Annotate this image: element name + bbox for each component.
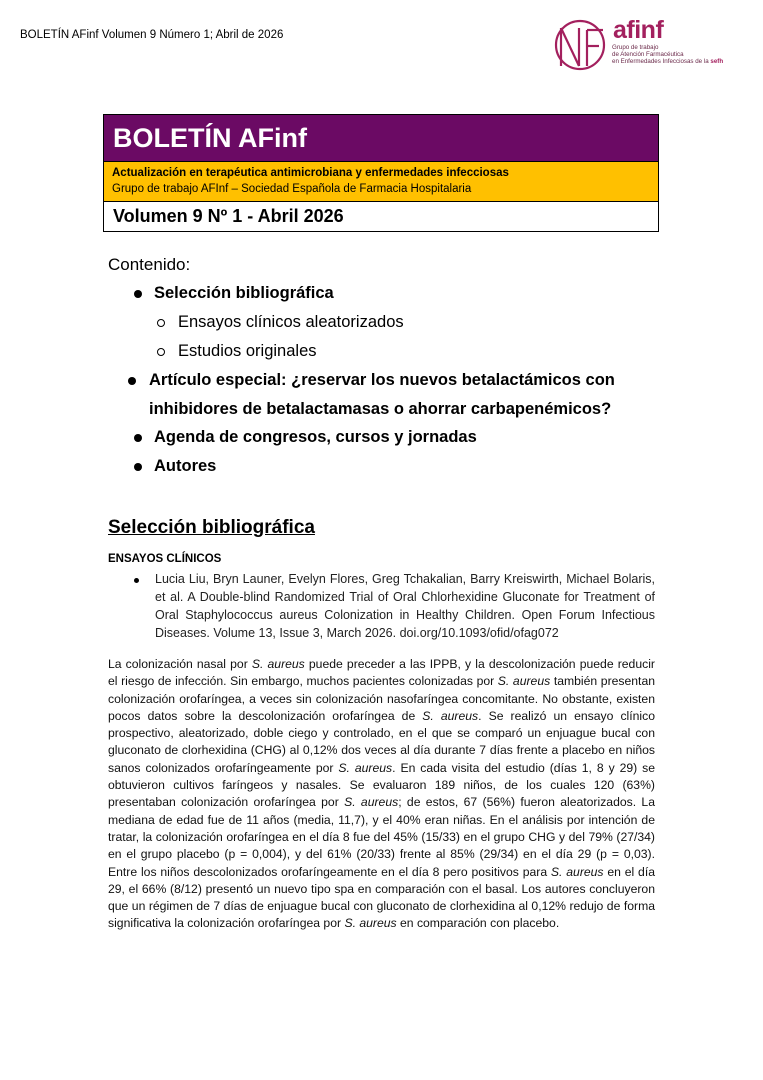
toc-item-estudios[interactable]: Estudios originales (178, 342, 317, 360)
abstract-text: La colonización nasal por (108, 657, 252, 671)
subtitle-group: Grupo de trabajo AFInf – Sociedad Española de Farmacia Hospitalaria (112, 183, 472, 195)
bullet-icon (134, 434, 142, 442)
toc-item-ensayos[interactable]: Ensayos clínicos aleatorizados (178, 313, 404, 331)
abstract-species: S. aureus (422, 708, 479, 723)
abstract-species: S. aureus (497, 674, 551, 689)
abstract-species: S. aureus (344, 795, 399, 810)
toc-item-seleccion[interactable]: Selección bibliográfica (154, 284, 334, 302)
afinf-logo (553, 18, 728, 73)
hollow-bullet-icon (157, 348, 165, 356)
bullet-icon (134, 578, 139, 583)
logo-tagline (612, 44, 723, 65)
hollow-bullet-icon (157, 319, 165, 327)
logo-brand: sefh (710, 58, 724, 65)
abstract-text: también presentan colonización orofaríngea, a veces sin colonización nasofaríngea concomitante. No obstante, existen pocos datos sobre la descolonización orofaríngea de (108, 674, 655, 723)
toc-item-articulo-especial-line2[interactable]: inhibidores de betalactamasas o ahorrar carbapenémicos? (149, 400, 612, 418)
logo-tagline-line2: de Atención Farmacéutica (612, 51, 684, 58)
abstract-species: S. aureus (251, 657, 305, 671)
contents-heading: Contenido: (108, 255, 191, 274)
abstract-text: en comparación con placebo. (396, 916, 560, 931)
toc-item-articulo-especial-line1[interactable]: Artículo especial: ¿reservar los nuevos betalactámicos con (149, 371, 615, 389)
logo-tagline-line3-text: en Enfermedades Infecciosas de la (612, 58, 709, 65)
abstract-species: S. aureus (550, 864, 604, 879)
logo-tagline-line1: Grupo de trabajo (612, 44, 659, 51)
bulletin-title-box (103, 114, 659, 232)
abstract-species: S. aureus (338, 760, 393, 775)
abstract-paragraph (108, 656, 655, 933)
afinf-logo-mark-icon (553, 18, 611, 73)
volume-label: Volumen 9 Nº 1 - Abril 2026 (104, 201, 658, 231)
bulletin-subtitle (104, 161, 658, 201)
bullet-icon (134, 290, 142, 298)
subtitle-topic: Actualización en terapéutica antimicrobiana y enfermedades infecciosas (112, 167, 509, 179)
reference-citation: Lucia Liu, Bryn Launer, Evelyn Flores, Greg Tchakalian, Barry Kreiswirth, Michael Bolaris, et al. A Double-blind Randomized Trial of Oral Chlorhexidine Gluconate for Treatment of Oral Staphylococcus aureus Colonization in Healthy Children. Open Forum Infectious Diseases. Volume 13, Issue 3, March 2026. doi.org/10.1093/ofid/ofag072 (155, 572, 655, 640)
section-heading: Selección bibliográfica (108, 517, 315, 538)
abstract-species: S. aureus (344, 916, 397, 931)
logo-tagline-line3 (612, 58, 723, 65)
abstract-text: puede preceder a las IPPB, y la descolonización puede reducir el riesgo de infección. Sin embargo, muchos pacientes colonizadas por (108, 657, 655, 689)
running-header: BOLETÍN AFinf Volumen 9 Número 1; Abril de 2026 (20, 29, 284, 41)
abstract-text: . Se realizó un ensayo clínico prospectivo, aleatorizado, doble ciego y controlado, en el que se comparó un enjuague bucal con gluconato de clorhexidina (CHG) al 0,12% dos veces al día durante 7 días frente a placebo en niños sanos colonizados orofaríngeamente por (108, 708, 655, 775)
bullet-icon (134, 463, 142, 471)
abstract-text: . En cada visita del estudio (días 1, 8 y 29) se obtuvieron cultivos faríngeos y nasales. Se evaluaron 189 niños, de los cuales 120 (63%) presentaban colonización orofaríngea por (108, 760, 655, 810)
abstract-text: en el día 29, el 66% (8/12) presentó un nuevo tipo spa en comparación con el basal. Los autores concluyeron que un régimen de 7 días de enjuague bucal con gluconato de clorhexidina al 0,12% redujo de forma significativa la colonización orofaríngea por (108, 864, 655, 931)
toc-item-agenda[interactable]: Agenda de congresos, cursos y jornadas (154, 428, 477, 446)
bullet-icon (128, 377, 136, 385)
logo-wordmark: afinf (613, 16, 664, 44)
subsection-heading: ENSAYOS CLÍNICOS (108, 553, 222, 565)
abstract-text: ; de estos, 67 (56%) fueron aleatorizados. La mediana de edad fue de 11 años (media, 11,7), y el 40% eran niñas. En el análisis por intención de tratar, la colonización orofaríngea en el día 8 fue del 45% (15/33) en el grupo CHG y del 79% (27/34) en el grupo placebo (p = 0,004), y del 61% (20/33) frente al 85% (29/34) en el día 29 (p = 0,03). Entre los niños descolonizados orofaríngeamente en el día 8 pero positivos para (108, 795, 655, 879)
toc-item-autores[interactable]: Autores (154, 457, 217, 475)
bulletin-title: BOLETÍN AFinf (104, 115, 658, 161)
